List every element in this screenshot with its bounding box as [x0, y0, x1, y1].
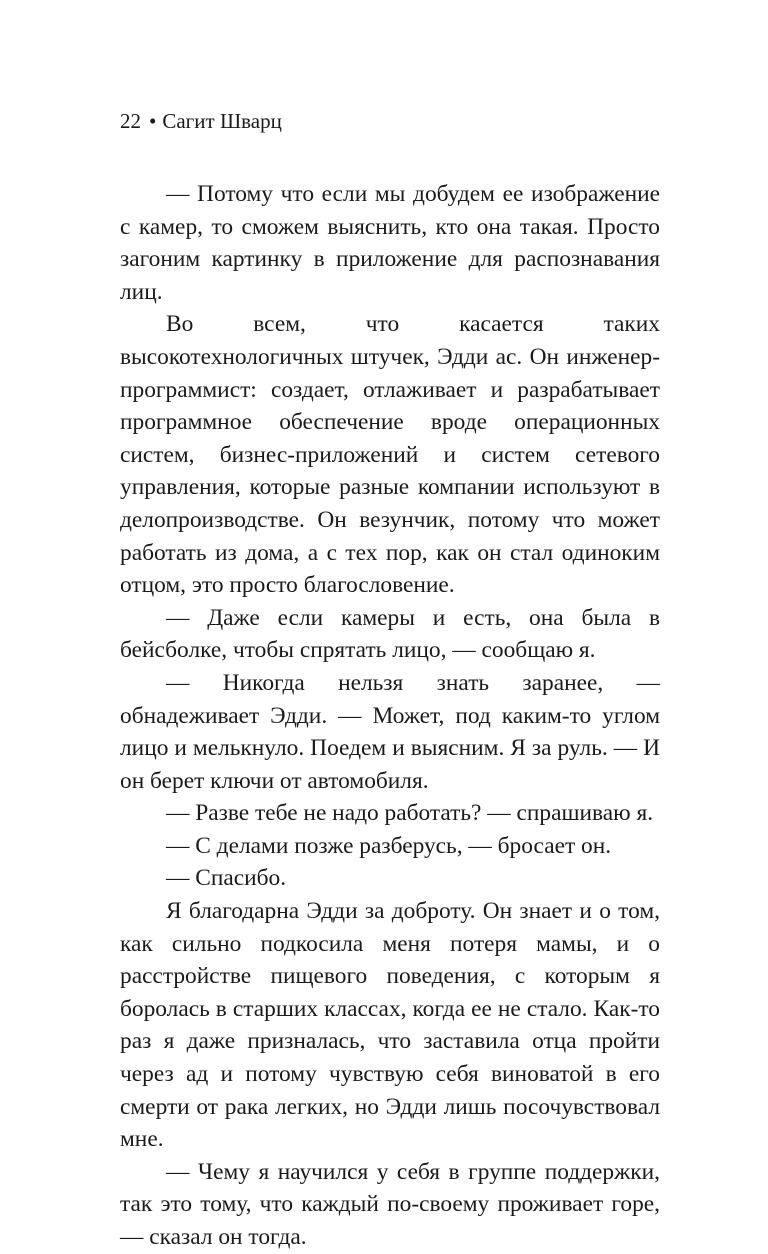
- paragraph: — Спасибо.: [166, 865, 287, 892]
- paragraph: — Никогда нельзя знать заранее, — обнадеживает Эдди. — Может, под каким-то углом лицо и мелькнуло. Поедем и выясним. Я за руль. — И он берет ключи от автомобиля.: [120, 669, 660, 794]
- paragraph: Я благодарна Эдди за доброту. Он знает и о том, как сильно подкосила меня потеря мамы, и о расстройстве пищевого поведения, с которым я боролась в старших классах, когда ее не стало. Как-то раз я даже призналась, что заставила отца пройти через ад и потому чувствую себя виноватой в его смерти от рака легких, но Эдди лишь посочувствовал мне.: [120, 898, 660, 1153]
- paragraph: — Чему я научился у себя в группе поддержки, так это тому, что каждый по-своему проживает горе, — сказал он тогда.: [120, 1158, 660, 1250]
- running-head: [120, 106, 282, 136]
- paragraph: — Даже если камеры и есть, она была в бейсболке, чтобы спрятать лицо, — сообщаю я.: [120, 604, 660, 664]
- body-text: [120, 178, 660, 1254]
- paragraph: — Потому что если мы добудем ее изображение с камер, то сможем выяснить, кто она такая. Просто загоним картинку в приложение для распознавания лиц.: [120, 181, 660, 305]
- book-author: Сагит Шварц: [162, 109, 282, 133]
- paragraph: — Разве тебе не надо работать? — спрашиваю я.: [166, 800, 654, 827]
- paragraph: — С делами позже разберусь, — бросает он.: [166, 832, 612, 859]
- paragraph: Во всем, что касается таких высокотехнологичных штучек, Эдди ас. Он инженер-программист: создает, отлаживает и разрабатывает программное обеспечение вроде операционных систем, бизнес-приложений и систем сетевого управления, которые разные компании используют в делопроизводстве. Он везунчик, потому что может работать из дома, а с тех пор, как он стал одиноким отцом, это просто благословение.: [120, 311, 660, 599]
- header-separator: •: [149, 109, 157, 133]
- page-number: 22: [120, 109, 141, 133]
